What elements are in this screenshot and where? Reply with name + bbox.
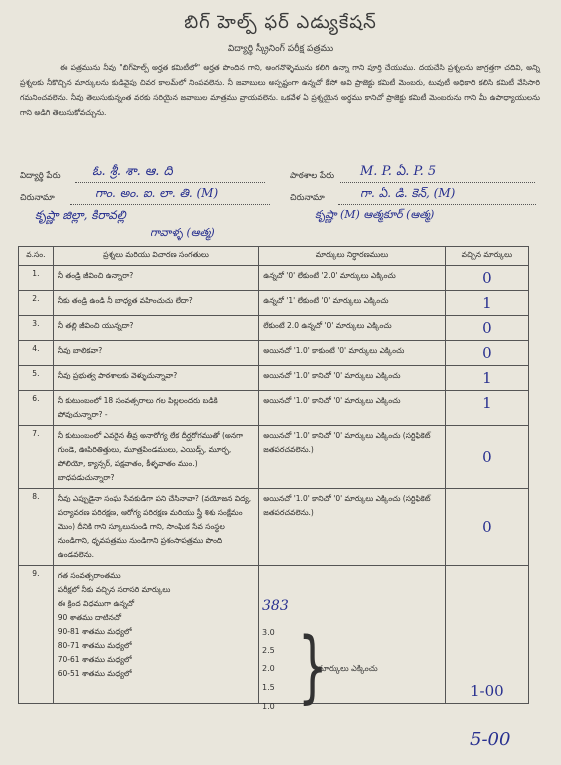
row-question: నీ తల్లి జీవించి యున్నదా? xyxy=(53,316,258,341)
header-marks: వచ్చిన మార్కులు xyxy=(445,247,528,266)
handwritten-mark: 1 xyxy=(482,294,492,312)
scale-note: మార్కులు ఎక్కించు xyxy=(318,664,378,673)
student-name-line xyxy=(75,182,265,183)
table-row xyxy=(19,291,529,316)
table-row xyxy=(19,489,529,566)
school-address-line xyxy=(338,204,536,205)
row-criteria: ఉన్నచో '1' లేకుంటే '0' మార్కులు ఎక్కించు xyxy=(259,291,446,316)
row-serial: 2. xyxy=(19,291,54,316)
address-line xyxy=(70,204,270,205)
row-mark xyxy=(445,366,528,391)
header-question: ప్రశ్నలు మరియు విచారణ సంగతులు xyxy=(53,247,258,266)
row-question: నీవు బాలికవా? xyxy=(53,341,258,366)
row-criteria: అయినచో '1.0' కానిచో '0' మార్కులు ఎక్కించు xyxy=(259,366,446,391)
handwritten-mark: 0 xyxy=(482,518,492,536)
school-address-value: గా. ఏ. డి. కెన్, (M) xyxy=(360,186,456,200)
row-mark xyxy=(445,426,528,489)
scale-value: 1.0 xyxy=(262,702,275,711)
address-label: చిరునామా xyxy=(20,193,55,203)
row-serial: 7. xyxy=(19,426,54,489)
row-question xyxy=(53,566,258,704)
row-mark xyxy=(445,566,528,704)
row-criteria: అయినచో '1.0' కానిచో '0' మార్కులు ఎక్కించు (సర్టిఫికెట్ జతపరచవలెను.) xyxy=(259,426,446,489)
row-question: నీవు ప్రభుత్వ పాఠశాలకు వెళ్ళుచున్నావా? xyxy=(53,366,258,391)
school-name-label: పాఠశాల పేరు xyxy=(290,171,335,181)
right-brace-icon: } xyxy=(297,622,328,712)
row-serial: 8. xyxy=(19,489,54,566)
address-value: గాం. అం. ఐ. లా. తి. (M) xyxy=(95,186,219,200)
table-row xyxy=(19,426,529,489)
instructions-paragraph: ఈ పత్రమును నీవు "బిగ్‌హెల్ప్ అర్హత కమిటీలో" అర్హత పొందిన గాని, అంగనొళ్ళెమును కలిగి ఉన్నా గాని పూర్తి చేయుము. దయచేసి ప్రశ్నలను జాగ్రత్తగా చదివి, అన్ని ప్రశ్నలకు నీకొచ్చిన మార్కులను కుడివైపు చివర కాలమ్‌లో నింపవలెను. నీ జవాబులు అస్పష్టంగా ఉన్నచో కేసో అవి ప్రాజెక్టు కమిటీ మెంబరు, టువుటీ అధికారి కలిసి కమిటీ వేసిసారి గమనించవలెను. నీవు తెలుసుకున్నంత వరకు సరియైన జవాబుల మాత్రము వ్రాయవలెను. ఒకవేళ ఏ ప్రశ్నయైన అర్థము కానిచో ప్రాజెక్టు కమిటీ మెంబరును గాని మీ ఉపాధ్యాయులను గాని అడిగి తెలుసుకోవచ్చును. xyxy=(20,63,540,117)
row-mark xyxy=(445,489,528,566)
form-title: బిగ్ హెల్ప్ ఫర్ ఎడ్యుకేషన్ xyxy=(184,12,377,33)
question-line: 70-61 శాతము మధ్యలో xyxy=(57,655,132,664)
school-name-line xyxy=(340,182,535,183)
school-address-label: చిరునామా xyxy=(290,193,325,203)
row-serial: 4. xyxy=(19,341,54,366)
scale-value: 3.0 xyxy=(262,628,275,637)
row-question: నీవు ఎప్పుడైనా సంఘ సేవకుడిగా పని చేసినావా? (వయోజన విద్య, పర్యావరణ పరిరక్షణ, ఆరోగ్య పరిరక్షణ మరియు స్త్రీ శిశు సంక్షేమం మొం) దీనికి గాని స్కూలునుండి గాని, సాంఘిక సేవ సంస్థల నుండిగాని, ధృవపత్రము నుండిగాని ప్రశంసాపత్రము పొంది ఉండవలెను. xyxy=(53,489,258,566)
question-line: 80-71 శాతము మధ్యలో xyxy=(57,641,132,650)
row-serial: 1. xyxy=(19,266,54,291)
handwritten-mark: 1-00 xyxy=(470,682,504,700)
row-mark xyxy=(445,391,528,426)
row-question: నీ కుటుంబంలో 18 సంవత్సరాలు గల పిల్లలందరు బడికి పోవుచున్నారా? - xyxy=(53,391,258,426)
table-header-row xyxy=(19,247,529,266)
student-name-label: విద్యార్థి పేరు xyxy=(20,171,61,181)
school-name-value: M. P. ఏ. P. 5 xyxy=(360,164,437,179)
row-question: నీకు తండ్రి ఉండి నీ బాధ్యత వహించుచు లేదా? xyxy=(53,291,258,316)
handwritten-mark: 0 xyxy=(482,269,492,287)
header-criteria: మార్కులు నిర్ధారణములు xyxy=(259,247,446,266)
address-value-2: కృష్ణా జిల్లా, కిరావల్లి xyxy=(35,208,126,222)
handwritten-mark: 0 xyxy=(482,448,492,466)
row-mark xyxy=(445,266,528,291)
school-address-value-2: కృష్ణా (M) ఆత్మకూర్ (ఆత్మ) xyxy=(315,208,435,221)
question-line: 60-51 శాతము మధ్యలో xyxy=(57,669,132,678)
row-mark xyxy=(445,341,528,366)
handwritten-total: 5-00 xyxy=(470,729,511,750)
handwritten-percentage: 383 xyxy=(262,598,289,614)
scale-value: 2.0 xyxy=(262,664,275,673)
handwritten-mark: 1 xyxy=(482,369,492,387)
student-name-value: ఓ. శ్రీ. శా. ఆ. ది xyxy=(92,164,173,179)
row-mark xyxy=(445,291,528,316)
row-criteria: అయినచో '1.0' కానిచో '0' మార్కులు ఎక్కించు (సర్టిఫికెట్ జతపరచవలెను.) xyxy=(259,489,446,566)
row-mark xyxy=(445,316,528,341)
handwritten-mark: 0 xyxy=(482,344,492,362)
question-line: 90 శాతము దాటినచో xyxy=(57,613,122,622)
row-serial: 5. xyxy=(19,366,54,391)
header-serial: వ.సం. xyxy=(19,247,54,266)
row-question: నీ కుటుంబంలో ఎవరైన తీవ్ర అనారోగ్య లేక దీర్ఘరోగముతో (అనగా గుండె, ఊపిరితిత్తులు, మూత్రపిండములు, ఎయిడ్స్, మూర్ఛ, పోలియో, క్యాన్సర్, పక్షవాతం, కీళ్ళవాతం ముం.) బాధపడుచున్నారా? xyxy=(53,426,258,489)
row-criteria: లేకుంటే 2.0 ఉన్నచో '0' మార్కులు ఎక్కించు xyxy=(259,316,446,341)
row-question: నీ తండ్రి జీవించి ఉన్నారా? xyxy=(53,266,258,291)
handwritten-mark: 1 xyxy=(482,394,492,412)
row-criteria: అయినచో '1.0' కాకుంటే '0' మార్కులు ఎక్కించు xyxy=(259,341,446,366)
table-row xyxy=(19,341,529,366)
table-row xyxy=(19,266,529,291)
row-serial: 9. xyxy=(19,566,54,704)
table-row xyxy=(19,391,529,426)
question-line: 90-81 శాతము మధ్యలో xyxy=(57,627,132,636)
question-title: గత సంవత్సరాంతము xyxy=(57,571,121,580)
question-line: ఈ క్రింద విధముగా ఉన్నచో xyxy=(57,599,135,608)
scale-value: 1.5 xyxy=(262,683,275,692)
form-subtitle: విద్యార్థి స్క్రీనింగ్ పరీక్ష పత్రము xyxy=(227,44,334,54)
row-serial: 3. xyxy=(19,316,54,341)
address-value-3: గావాళ్ళ (ఆత్మ) xyxy=(150,226,215,239)
table-row xyxy=(19,366,529,391)
table-row xyxy=(19,316,529,341)
question-line: పరీక్షలో నీకు వచ్చిన సరాసరి మార్కులు xyxy=(57,585,171,594)
row-serial: 6. xyxy=(19,391,54,426)
handwritten-mark: 0 xyxy=(482,319,492,337)
row-criteria: ఉన్నచో '0' లేకుంటే '2.0' మార్కులు ఎక్కించు xyxy=(259,266,446,291)
scale-value: 2.5 xyxy=(262,646,275,655)
row-criteria: అయినచో '1.0' కానిచో '0' మార్కులు ఎక్కించు xyxy=(259,391,446,426)
